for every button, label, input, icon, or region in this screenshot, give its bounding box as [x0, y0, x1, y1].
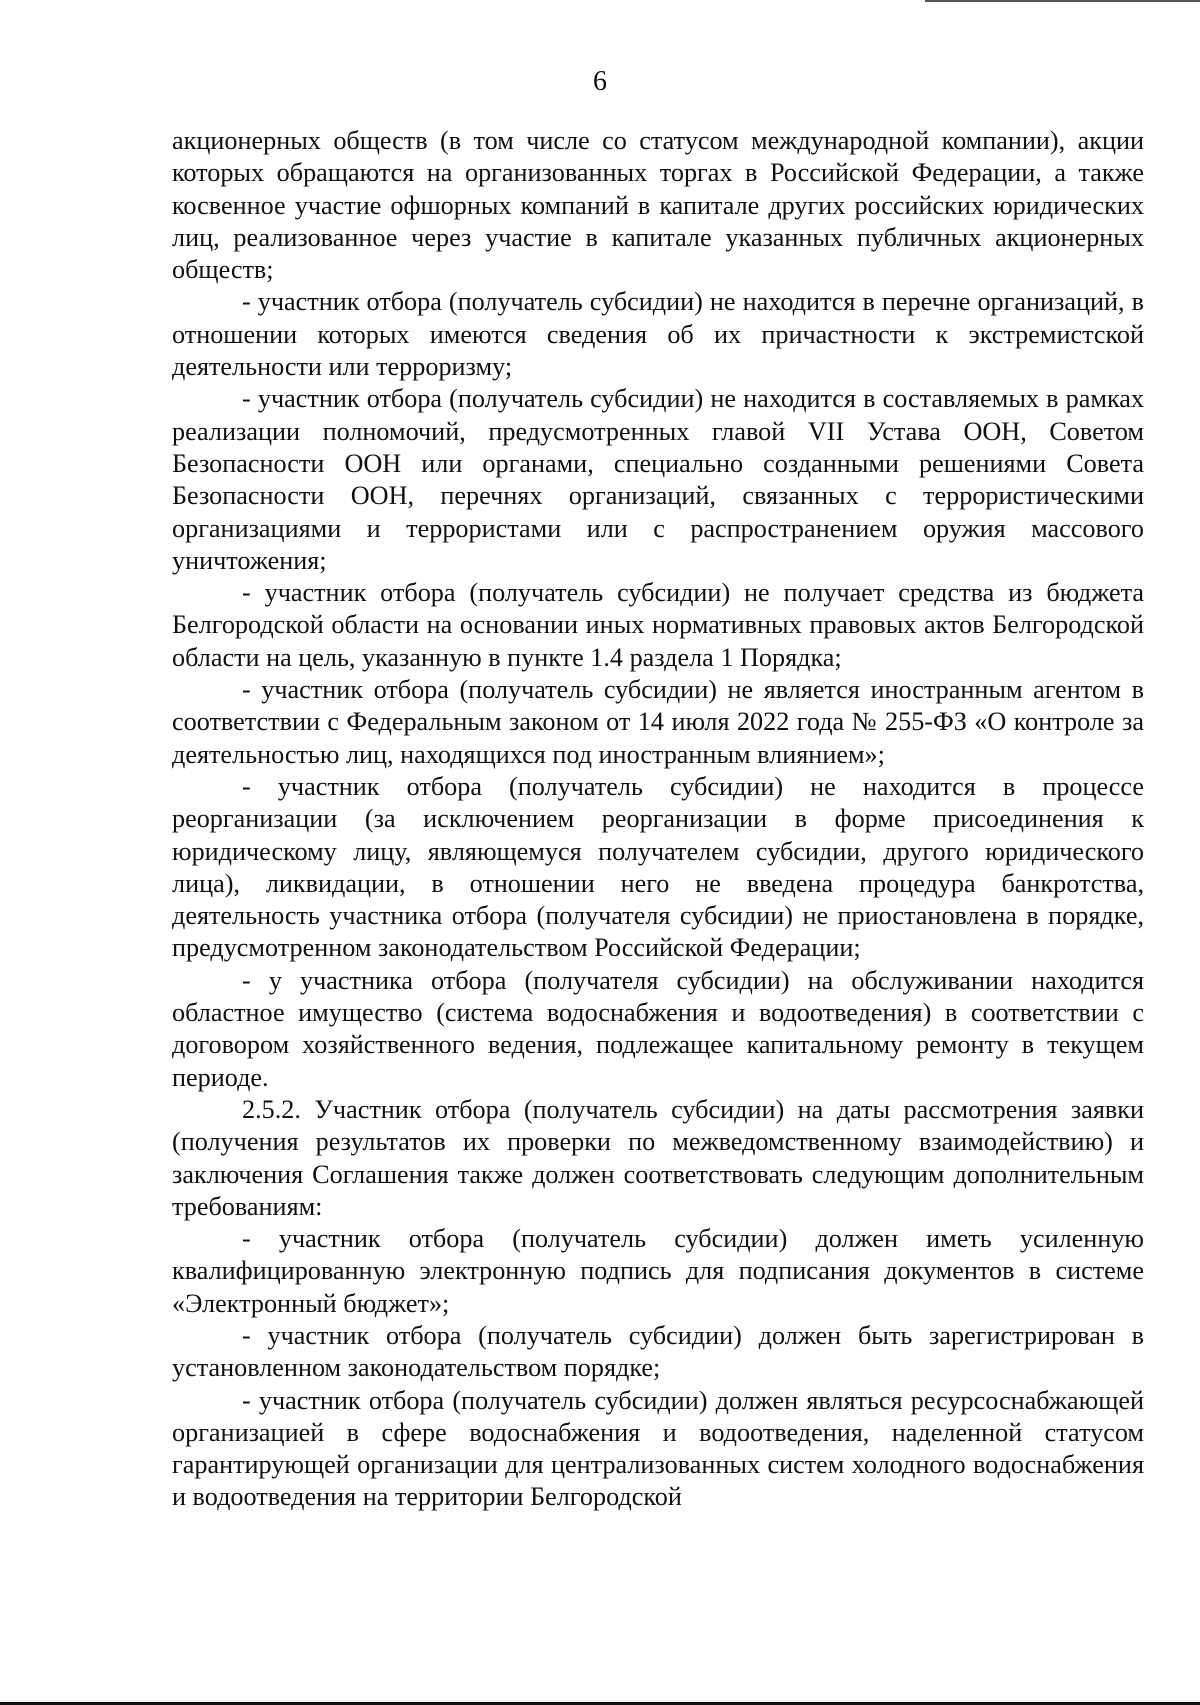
document-body: [172, 125, 1144, 1514]
paragraph-not-foreign-agent: - участник отбора (получатель субсидии) не является иностранным агентом в соответствии с Федеральным законом от 14 июля 2022 года № 255-ФЗ «О контроле за деятельностью лиц, находящихся под иностранным влиянием»;: [172, 675, 1144, 769]
paragraph-regional-property: - у участника отбора (получателя субсидии) на обслуживании находится областное имущество (система водоснабжения и водоотведения) в соответствии с договором хозяйственного ведения, подлежащее капитальному ремонту в текущем периоде.: [172, 965, 1144, 1092]
page-number: 6: [593, 66, 607, 97]
paragraph-extremism-list: - участник отбора (получатель субсидии) не находится в перечне организаций, в отношении которых имеются сведения об их причастности к экстремистской деятельности или терроризму;: [172, 287, 1144, 382]
paragraph-electronic-signature: - участник отбора (получатель субсидии) должен иметь усиленную квалифицированную электронную подпись для подписания документов в системе «Электронный бюджет»;: [172, 1224, 1144, 1318]
paragraph-registration: - участник отбора (получатель субсидии) должен быть зарегистрирован в установленном законодательством порядке;: [172, 1320, 1144, 1383]
paragraph-guaranteeing-organization: - участник отбора (получатель субсидии) должен являться ресурсоснабжающей организацией в сфере водоснабжения и водоотведения, наделенной статусом гарантирующей организации для централизованных систем холодного водоснабжения и водоотведения на территории Белгородской: [172, 1385, 1144, 1512]
scan-edge-top: [925, 0, 1200, 2]
paragraph-un-sanctions-list: - участник отбора (получатель субсидии) не находится в составляемых в рамках реализации полномочий, предусмотренных главой VII Устава ООН, Советом Безопасности ООН или органами, специально созданными решениями Совета Безопасности ООН, перечнях организаций, связанных с террористическими организациями и террористами или с распространением оружия массового уничтожения;: [172, 384, 1144, 575]
paragraph-no-reorganization: - участник отбора (получатель субсидии) не находится в процессе реорганизации (за исключением реорганизации в форме присоединения к юридическому лицу, являющемуся получателем субсидии, другого юридического лица), ликвидации, в отношении него не введена процедура банкротства, деятельность участника отбора (получателя субсидии) не приостановлена в порядке, предусмотренном законодательством Российской Федерации;: [172, 771, 1144, 963]
paragraph-no-other-budget-funds: - участник отбора (получатель субсидии) не получает средства из бюджета Белгородской области на основании иных нормативных правовых актов Белгородской области на цель, указанную в пункте 1.4 раздела 1 Порядка;: [172, 578, 1144, 672]
paragraph-continuation: акционерных обществ (в том числе со статусом международной компании), акции которых обращаются на организованных торгах в Российской Федерации, а также косвенное участие офшорных компаний в капитале других российских юридических лиц, реализованное через участие в капитале указанных публичных акционерных обществ;: [172, 126, 1144, 285]
paragraph-section-2-5-2: 2.5.2. Участник отбора (получатель субсидии) на даты рассмотрения заявки (получения результатов их проверки по межведомственному взаимодействию) и заключения Соглашения также должен соответствовать следующим дополнительным требованиям:: [172, 1094, 1144, 1221]
